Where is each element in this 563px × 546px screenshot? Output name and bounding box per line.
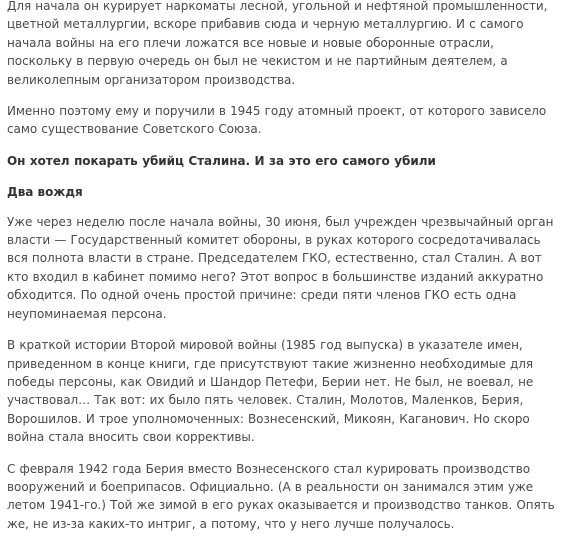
bold-lead-line: Он хотел покарать убийц Сталина. И за это его самого убили [7, 153, 436, 168]
paragraph-intro: Для начала он курирует наркоматы лесной, угольной и нефтяной промышленности, цветной металлургии, вскоре прибавив сюда и черную металлургию. И с самого начала войны на его плечи ложатся все новые и новые оборонные отрасли, поскольку в первую очередь он был не чекистом и не партийным деятелем, а великолепным организатором производства. [7, 0, 548, 87]
paragraph-february-1942: С февраля 1942 года Берия вместо Вознесенского стал курировать производство вооружений и боеприпасов. Официально. (А в реальности он занимался этим уже летом 1941-го.) Той же зимой в его руках оказывается и производство танков. Опять же, не из-за каких-то интриг, а потому, что у него лучше получалось. [7, 461, 555, 531]
article-body [7, 0, 559, 546]
paragraph-history-index: В краткой истории Второй мировой войны (1985 год выпуска) в указателе имен, приведенном в конце книги, где присутствуют такие жизненно необходимые для победы персоны, как Овидий и Шандор Петефи, Берии нет. Не был, не воевал, не участвовал… Так вот: их было пять человек. Сталин, Молотов, Маленков, Берия, Ворошилов. И трое уполномоченных: Вознесенский, Микоян, Каганович. Но скоро война стала вносить свои коррективы. [7, 338, 534, 445]
paragraph-gko: Уже через неделю после начала войны, 30 июня, был учрежден чрезвычайный орган власти — Государственный комитет обороны, в руках которого сосредотачивалась вся полнота власти в стране. Председателем ГКО, естественно, стал Сталин. А вот кто входил в кабинет помимо него? Этот вопрос в большинстве изданий аккуратно обходится. По одной очень простой причине: среди пяти членов ГКО есть одна неупоминаемая персона. [7, 214, 554, 321]
section-heading: Два вождя [7, 185, 83, 200]
paragraph-atomic-project: Именно поэтому ему и поручили в 1945 году атомный проект, от которого зависело само существование Советского Союза. [7, 104, 547, 137]
